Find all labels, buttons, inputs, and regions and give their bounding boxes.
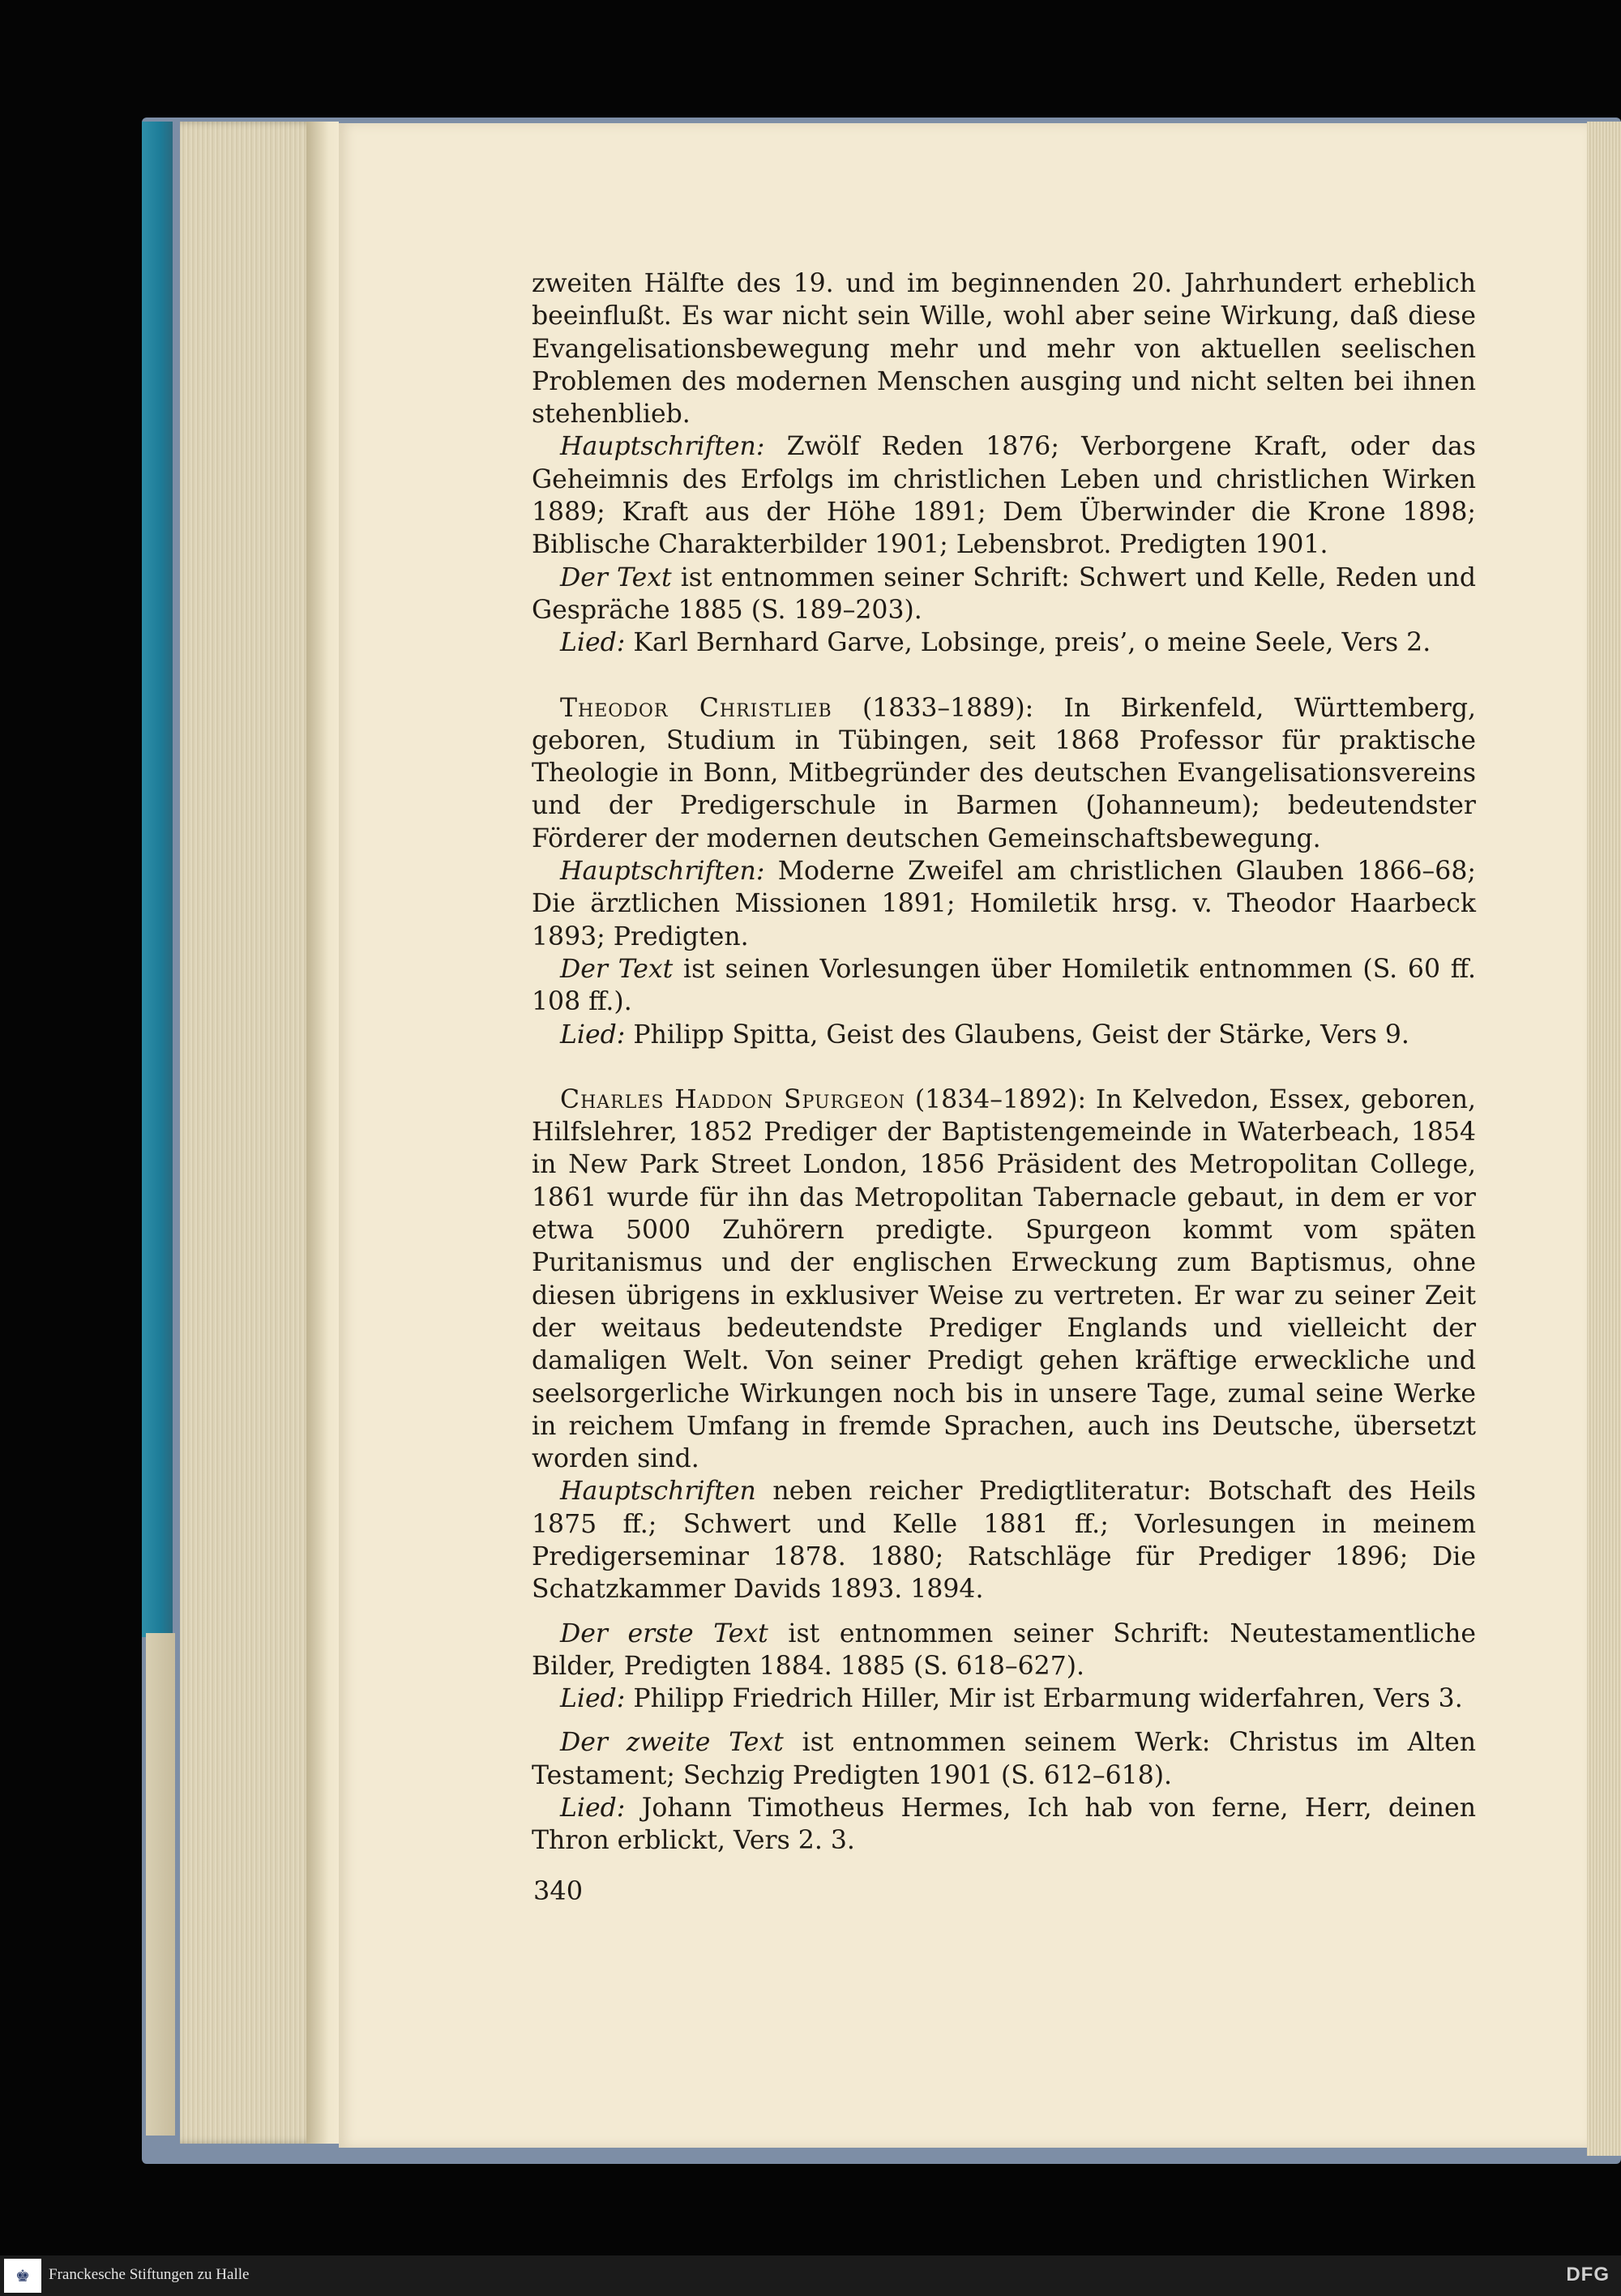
- paragraph-label: Lied:: [560, 628, 626, 658]
- paragraph-label: Hauptschriften: [560, 1477, 756, 1507]
- paragraph: [532, 953, 1476, 1019]
- paragraph-text: ist seinen Vorlesungen über Homiletik entnommen (S. 60 ff. 108 ff.).: [532, 954, 1476, 1017]
- paragraph-text: Moderne Zweifel am christlichen Glauben 1866–68; Die ärztlichen Missionen 1891; Homiletik hrsg. v. Theodor Haarbeck 1893; Predigten.: [532, 857, 1476, 951]
- paragraph: [532, 1475, 1476, 1605]
- paragraph: [532, 855, 1476, 953]
- paragraph-text: Philipp Spitta, Geist des Glaubens, Geist der Stärke, Vers 9.: [625, 1020, 1409, 1050]
- paragraph-gap: [532, 1606, 1476, 1618]
- paragraph-text: Karl Bernhard Garve, Lobsinge, preis’, o meine Seele, Vers 2.: [625, 628, 1431, 658]
- paragraph-label: Der zweite Text: [560, 1728, 784, 1758]
- institution-crest-icon: ♚: [4, 2259, 41, 2293]
- section-gap: [532, 660, 1476, 692]
- paragraph: [532, 1618, 1476, 1683]
- paragraph-text: Johann Timotheus Hermes, Ich hab von ferne, Herr, deinen Thron erblickt, Vers 2. 3.: [532, 1794, 1476, 1856]
- footer-bar: [0, 2255, 1621, 2296]
- paragraph-label: Lied:: [560, 1794, 626, 1824]
- institution-name: Franckesche Stiftungen zu Halle: [49, 2266, 250, 2283]
- funder-logo: DFG: [1566, 2264, 1610, 2285]
- paragraph: [532, 1019, 1476, 1051]
- paragraph: [532, 692, 1476, 855]
- paragraph: [532, 1726, 1476, 1792]
- paragraph-label: Hauptschriften:: [560, 432, 765, 462]
- paragraph-text: ist entnommen seiner Schrift: Schwert und Kelle, Reden und Gespräche 1885 (S. 189–203).: [532, 562, 1476, 625]
- paragraph-text: (1834–1892): In Kelvedon, Essex, geboren, Hilfslehrer, 1852 Prediger der Baptistengemeinde in Waterbeach, 1854 in New Park Street London, 1856 Präsident des Metropolitan College, 1861 wurde für ihn das Metropolitan Tabernacle gebaut, in dem er vor etwa 5000 Zuhörern predigte. Spurgeon kommt vom späten Puritanismus und der englischen Erweckung zum Baptismus, ohne diesen übrigens in exklusiver Weise zu vertreten. Er war zu seiner Zeit der weitaus bedeutendste Prediger Englands und vielleicht der damaligen Welt. Von seiner Predigt gehen kräftige erweckliche und seelsorgerliche Wirkungen noch bis in unsere Tage, zumal seine Werke in reichem Umfang in fremde Sprachen, auch ins Deutsche, übersetzt worden sind.: [532, 1084, 1476, 1474]
- person-name: Theodor Christlieb: [560, 693, 832, 723]
- paragraph-label: Lied:: [560, 1684, 626, 1714]
- page-text-block: [532, 267, 1476, 1858]
- paragraph-label: Der erste Text: [560, 1618, 768, 1648]
- paragraph-label: Der Text: [560, 562, 672, 592]
- paragraph-text: ist entnommen seiner Schrift: Neutestamentliche Bilder, Predigten 1884. 1885 (S. 618–627).: [532, 1618, 1476, 1681]
- book-spine-lower: [146, 1633, 175, 2136]
- paragraph-label: Hauptschriften:: [560, 857, 765, 887]
- paragraph-label: Der Text: [560, 954, 674, 984]
- paragraph-text: (1833–1889): In Birkenfeld, Württemberg, geboren, Studium in Tübingen, seit 1868 Professor für praktische Theologie in Bonn, Mitbegründer des deutschen Evangelisationsvereins und der Predigerschule in Barmen (Johanneum); bedeutendster Förderer der modernen deutschen Gemeinschaftsbewegung.: [532, 693, 1477, 853]
- section-gap: [532, 1051, 1476, 1084]
- book-spine-edge: [142, 122, 173, 1637]
- person-name: Charles Haddon Spurgeon: [560, 1084, 906, 1114]
- paragraph: [532, 1792, 1476, 1858]
- paragraph-text: zweiten Hälfte des 19. und im beginnenden 20. Jahrhundert erheblich beeinflußt. Es war nicht sein Wille, wohl aber seine Wirkung, daß diese Evangelisationsbewegung mehr und mehr von aktuellen seelischen Problemen des modernen Menschen ausging und nicht selten bei ihnen stehenblieb.: [532, 269, 1476, 430]
- paragraph-text: ist entnommen seinem Werk: Christus im Alten Testament; Sechzig Predigten 1901 (S. 612–618).: [532, 1728, 1476, 1790]
- paragraph-label: Lied:: [560, 1020, 626, 1050]
- paragraph: [532, 562, 1476, 627]
- page-number: 340: [533, 1875, 584, 1906]
- paragraph: [532, 267, 1476, 430]
- paragraph-gap: [532, 1715, 1476, 1726]
- paragraph-text: Philipp Friedrich Hiller, Mir ist Erbarmung widerfahren, Vers 3.: [625, 1684, 1463, 1714]
- paragraph-text: Zwölf Reden 1876; Verborgene Kraft, oder das Geheimnis des Erfolgs im christlichen Leben und christlichen Wirken 1889; Kraft aus der Höhe 1891; Dem Überwinder die Krone 1898; Biblische Charakterbilder 1901; Lebensbrot. Predigten 1901.: [532, 432, 1476, 560]
- paragraph-text: neben reicher Predigtliteratur: Botschaft des Heils 1875 ff.; Schwert und Kelle 1881 ff.; Vorlesungen in meinem Predigerseminar 1878. 1880; Ratschläge für Prediger 1896; Die Schatzkammer Davids 1893. 1894.: [532, 1477, 1476, 1605]
- page-gutter: [306, 122, 339, 2144]
- paragraph: [532, 430, 1476, 561]
- paragraph: [532, 1084, 1476, 1476]
- paragraph: [532, 1682, 1476, 1715]
- paragraph: [532, 626, 1476, 659]
- page-right-edge: [1587, 122, 1621, 2156]
